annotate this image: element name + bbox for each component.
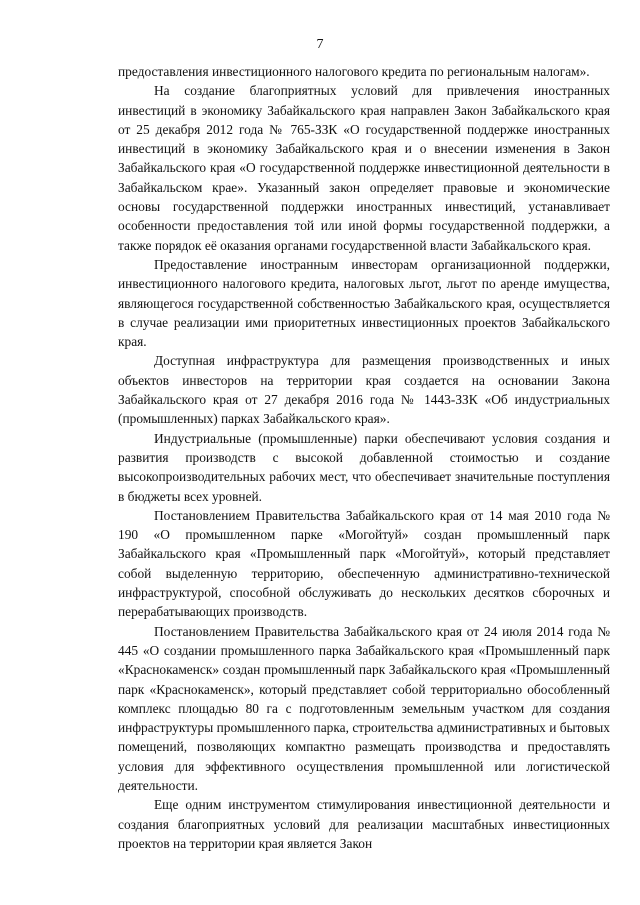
paragraph-investment-instrument: Еще одним инструментом стимулирования инвестиционной деятельности и создания благоприятных условий для реализации масштабных инвестиционных проектов на территории края является Закон [118, 797, 610, 851]
paragraph-infrastructure-law: Доступная инфраструктура для размещения производственных и иных объектов инвесторов на территории края создается на основании Закона Забайкальского края от 27 декабря 2016 года № 1443-ЗЗК «Об индустриальных (промышленных) парках Забайкальского края». [118, 353, 610, 427]
document-body [118, 62, 610, 853]
paragraph-park-mogoytuy: Постановлением Правительства Забайкальского края от 14 мая 2010 года № 190 «О промышленном парке «Могойтуй» создан промышленный парк Забайкальского края «Промышленный парк «Могойтуй», который представляет собой выделенную территорию, обеспеченную административно-технической инфраструктурой, способной обслуживать до нескольких десятков сборочных и перерабатывающих производств. [118, 507, 610, 620]
paragraph-industrial-parks: Индустриальные (промышленные) парки обеспечивают условия создания и развития производств с высокой добавленной стоимостью и создание высокопроизводительных рабочих мест, что обеспечивает значительные поступления в бюджеты всех уровней. [118, 430, 610, 504]
paragraph-foreign-investor-support: Предоставление иностранным инвесторам организационной поддержки, инвестиционного налогового кредита, налоговых льгот, льгот по аренде имущества, являющегося государственной собственностью Забайкальского края, осуществляется в случае реализации ими приоритетных инвестиционных проектов Забайкальского края. [118, 256, 610, 350]
paragraph-park-krasnokamensk: Постановлением Правительства Забайкальского края от 24 июля 2014 года № 445 «О создании промышленного парка Забайкальского края «Промышленный парк «Краснокаменск» создан промышленный парк Забайкальского края «Промышленный парк «Краснокаменск», который представляет собой территориально обособленный комплекс площадью 80 га с подготовленным земельным участком для создания инфраструктуры промышленного парка, строительства административных и бытовых помещений, позволяющих компактно размещать производства и предоставлять условия для эффективного осуществления промышленной или логистической деятельности. [118, 623, 610, 793]
paragraph-continuation: предоставления инвестиционного налогового кредита по региональным налогам». [118, 64, 590, 79]
paragraph-foreign-investment-law: На создание благоприятных условий для привлечения иностранных инвестиций в экономику Забайкальского края направлен Закон Забайкальского края от 25 декабря 2012 года № 765-ЗЗК «О государственной поддержке иностранных инвестиций в экономику Забайкальского края и о внесении изменения в Закон Забайкальского края «О государственной поддержке инвестиционной деятельности в Забайкальском крае». Указанный закон определяет правовые и экономические основы государственной поддержки иностранных инвестиций, устанавливает особенности предоставления той или иной формы государственной поддержки, а также порядок её оказания органами государственной власти Забайкальского края. [118, 83, 610, 253]
page-number: 7 [316, 37, 324, 52]
